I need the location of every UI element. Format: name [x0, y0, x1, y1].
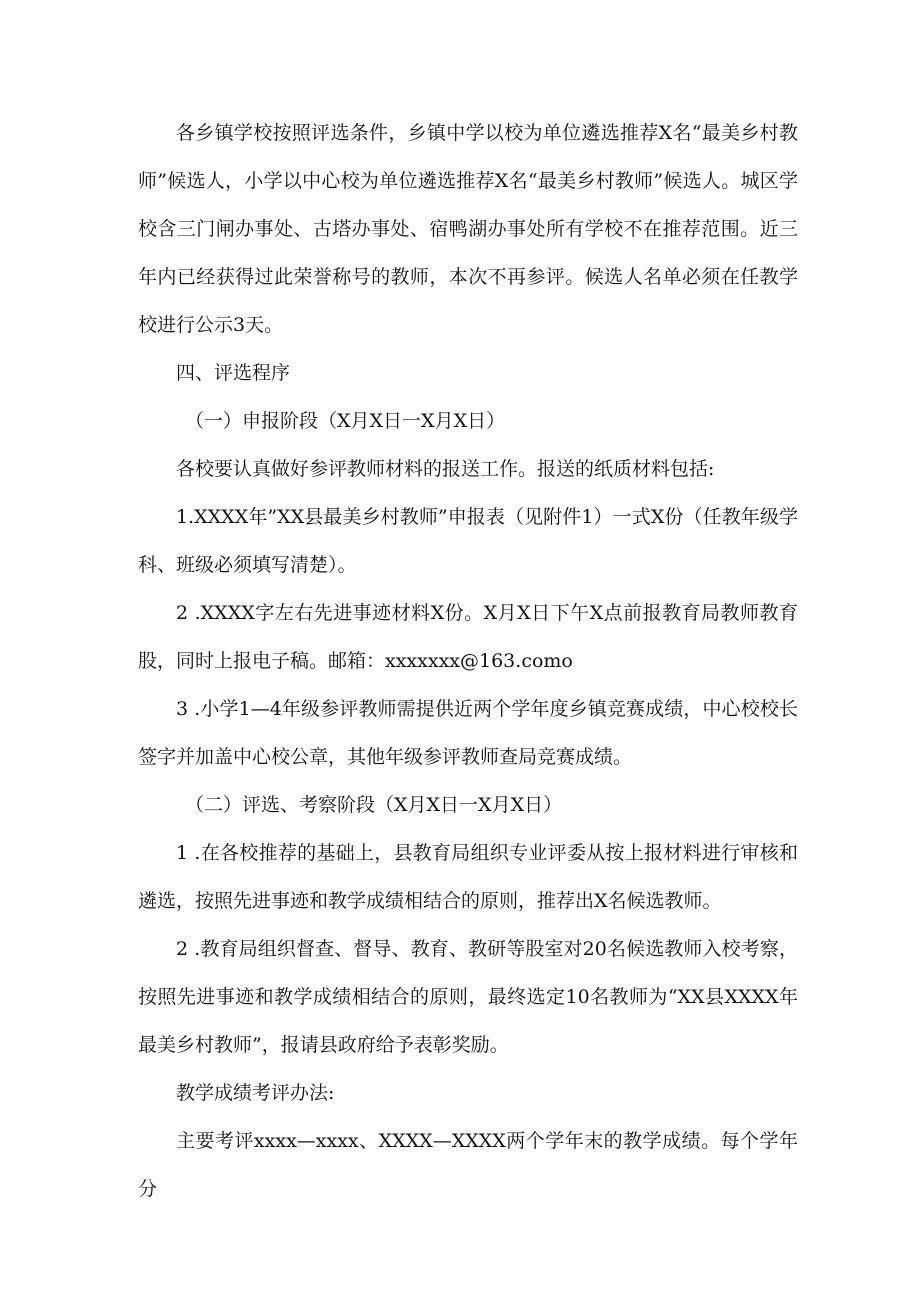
paragraph-score-method-title: 教学成绩考评办法:	[176, 1082, 335, 1104]
list-item-competition-scores: 3 .小学1—4年级参评教师需提供近两个学年度乡镇竞赛成绩，中心校校长签字并加盖中心校公章，其他年级参评教师查局竞赛成绩。	[138, 698, 798, 768]
subheading-evaluation-stage: （二）评选、考察阶段（X月X日一X月X日）	[185, 794, 563, 816]
list-item-application-form: 1.XXXX年”XX县最美乡村教师”申报表（见附件1）一式X份（任教年级学科、班级必须填写清楚）。	[138, 506, 798, 576]
list-item-deeds-material: 2 .XXXX字左右先进事迹材料X份。X月X日下午X点前报教育局教师教育股，同时上报电子稿。邮箱：xxxxxxx@163.como	[138, 602, 798, 672]
document-body	[138, 109, 798, 1213]
list-item-inspection-final: 2 .教育局组织督查、督导、教育、教研等股室对20名候选教师入校考察，按照先进事迹和教学成绩相结合的原则，最终选定10名教师为“XX县XXXX年最美乡村教师”，报请县政府给予表彰奖励。	[138, 938, 798, 1056]
paragraph-recommendation-rules: 各乡镇学校按照评选条件，乡镇中学以校为单位遴选推荐X名“最美乡村教师”候选人，小学以中心校为单位遴选推荐X名“最美乡村教师”候选人。城区学校含三门闸办事处、古塔办事处、宿鸭湖办事处所有学校不在推荐范围。近三年内已经获得过此荣誉称号的教师，本次不再参评。候选人名单必须在任教学校进行公示3天。	[138, 122, 798, 336]
section-heading-selection-procedure: 四、评选程序	[176, 362, 291, 384]
paragraph-materials-intro: 各校要认真做好参评教师材料的报送工作。报送的纸质材料包括:	[176, 458, 715, 480]
subheading-application-stage: （一）申报阶段（X月X日一X月X日）	[185, 410, 506, 432]
list-item-review-selection: 1 .在各校推荐的基础上，县教育局组织专业评委从按上报材料进行审核和遴选，按照先进事迹和教学成绩相结合的原则，推荐出X名候选教师。	[138, 842, 798, 912]
paragraph-score-method-body: 主要考评xxxx—xxxx、XXXX—XXXX两个学年末的教学成绩。每个学年分	[138, 1130, 798, 1200]
